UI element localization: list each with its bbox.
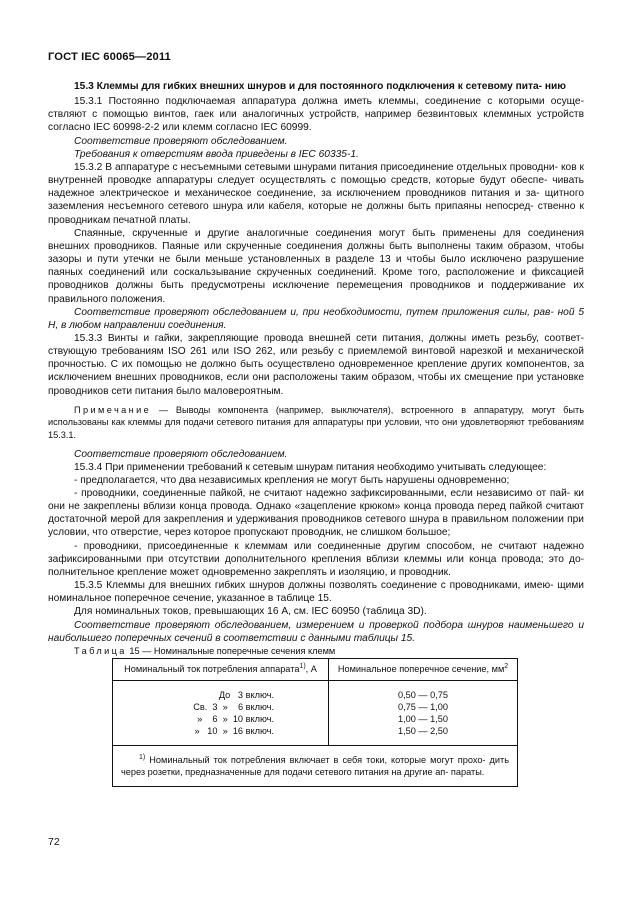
paragraph-15-3-1: 15.3.1 Постоянно подключаемая аппаратура должна иметь клеммы, соединение с которыми осуще- ствляют с помощью винтов, гаек или аналогичных устройств, например безвинтовых клеммных устройств согласно IEC 60998-2-2 или клемм согласно IEC 60999. <box>48 96 584 134</box>
note <box>48 404 584 442</box>
current-value: » 6 » 10 включ. <box>197 714 274 725</box>
table-footnote-row <box>113 746 518 787</box>
paragraph-15-3-4: 15.3.4 При применении требований к сетевым шнурам питания необходимо учитывать следующее: <box>74 461 547 473</box>
table-body-row <box>113 681 518 746</box>
page-number: 72 <box>48 836 60 848</box>
paragraph-over-16a: Для номинальных токов, превышающих 16 А, см. IEC 60950 (таблица 3D). <box>74 606 427 618</box>
compliance-check-4: Соответствие проверяют обследованием, измерением и проверкой подбора шнуров наименьшего и наибольшего поперечных сечений в соответствии с данными таблицы 15. <box>48 619 584 644</box>
paragraph-soldered-connections: Спаянные, скрученные и другие аналогичные соединения могут быть применены для соединения внешних проводников. Паяные или скрученные соединения должны быть выполнены таким образом, чтобы зазоры и пути утечки не были меньше установленных в разделе 13 и чтобы было исключено разрушение паяных соединений или соскальзывание скрученных соединений. Кроме того, расположение и фиксацией проводников должны быть предусмотрены исключение перемещения проводников и поддерживание их правильного положения. <box>48 227 584 305</box>
bullet-2: - проводники, соединенные пайкой, не считают надежно зафиксированными, если независимо от пай- ки они не закреплены вблизи конца провода. Однако «зацепление крюком» конца провода перед пайкой считают достаточной мерой для закрепления и удерживания проводников сетевого шнура в правильном положении при условии, что отверстие, через которое пропускают проводник, не слишком большое; <box>48 488 584 539</box>
current-values-cell <box>113 681 329 746</box>
table-footnote: $^{1)}$ Номинальный ток потребления включает в себя токи, которые могут прохо- дить через розетки, предназначенные для подачи сетевого питания на другие ап- параты. <box>113 746 518 787</box>
table-caption-label: Таблица <box>74 645 127 656</box>
section-value: 1,00 — 1,50 <box>397 714 449 725</box>
table-caption-text: 15 — Номинальные поперечные сечения клемм <box>126 645 336 656</box>
compliance-check-3: Соответствие проверяют обследованием. <box>74 448 288 460</box>
table-header-row <box>113 659 518 681</box>
section-heading: 15.3 Клеммы для гибких внешних шнуров и для постоянного подключения к сетевому пита- нию <box>74 81 567 92</box>
col-header-current: Номинальный ток потребления аппарата$^{1)}$, А <box>113 659 329 681</box>
table-15 <box>112 658 518 787</box>
col-header-cross-section: Номинальное поперечное сечение, $мм^2$ <box>329 659 518 681</box>
section-value: 0,75 — 1,00 <box>397 702 449 713</box>
current-value: » 10 » 16 включ. <box>194 726 274 737</box>
section-value: 1,50 — 2,50 <box>397 726 449 737</box>
table-caption <box>48 645 584 658</box>
bullet-1: - предполагается, что два независимых крепления не могут быть нарушены одновременно; <box>74 474 510 486</box>
section-values-cell <box>329 681 518 746</box>
paragraph-15-3-2: 15.3.2 В аппаратуре с несъемными сетевыми шнурами питания присоединение отдельных проводни- ков к внутренней проводке аппаратуры следует осуществлять с помощью средств, которые будут обеспе- чивать надежное электрическое и механическое соединение, за исключением проводников питания и за- щитного заземления несъемного сетевого шнура или кабеля, которые не должны быть припаяны непосред- ственно к проводникам печатной платы. <box>48 161 584 226</box>
document-header: ГОСТ IEC 60065—2011 <box>48 51 171 63</box>
bullet-3: - проводники, присоединенные к клеммам или соединенные другим способом, не считают надежно зафиксированными при отсутствии дополнительного крепления вблизи клеммы или конца провода; это до- полнительное крепление может одновременно закреплять и изоляцию, и проводник. <box>48 540 584 578</box>
current-value: До 3 включ. <box>218 690 274 701</box>
entry-hole-requirement: Требования к отверстиям ввода приведены в IEC 60335-1. <box>74 148 359 160</box>
note-label: Примечание <box>74 404 152 415</box>
current-value: Св. 3 » 6 включ. <box>193 702 274 713</box>
paragraph-15-3-5: 15.3.5 Клеммы для внешних гибких шнуров должны позволять соединение с проводниками, имею- щими номинальное поперечное сечение, указанное в таблице 15. <box>48 580 584 605</box>
section-value: 0,50 — 0,75 <box>397 690 449 701</box>
note-text: — Выводы компонента (например, выключателя), встроенного в аппаратуру, могут быть использованы как клеммы для подачи сетевого питания для аппаратуры при условии, что они удовлетворяют требованиям 15.3.1. <box>48 404 584 440</box>
compliance-check-1: Соответствие проверяют обследованием. <box>74 135 288 147</box>
paragraph-15-3-3: 15.3.3 Винты и гайки, закрепляющие провода внешней сети питания, должны иметь резьбу, соответ- ствующую требованиям ISO 261 или ISO 262, или резьбу с приемлемой винтовой нарезкой и механической прочностью. С их помощью не должно быть осуществлено одновременное крепление других компонентов, за исключением внешних проводников, если они расположены таким образом, чтобы их смещение при установке проводников сети питания было маловероятным. <box>48 332 584 397</box>
document-body <box>48 80 584 787</box>
compliance-check-2: Соответствие проверяют обследованием и, при необходимости, путем приложения силы, рав- ной 5 Н, в любом направлении соединения. <box>48 306 584 331</box>
